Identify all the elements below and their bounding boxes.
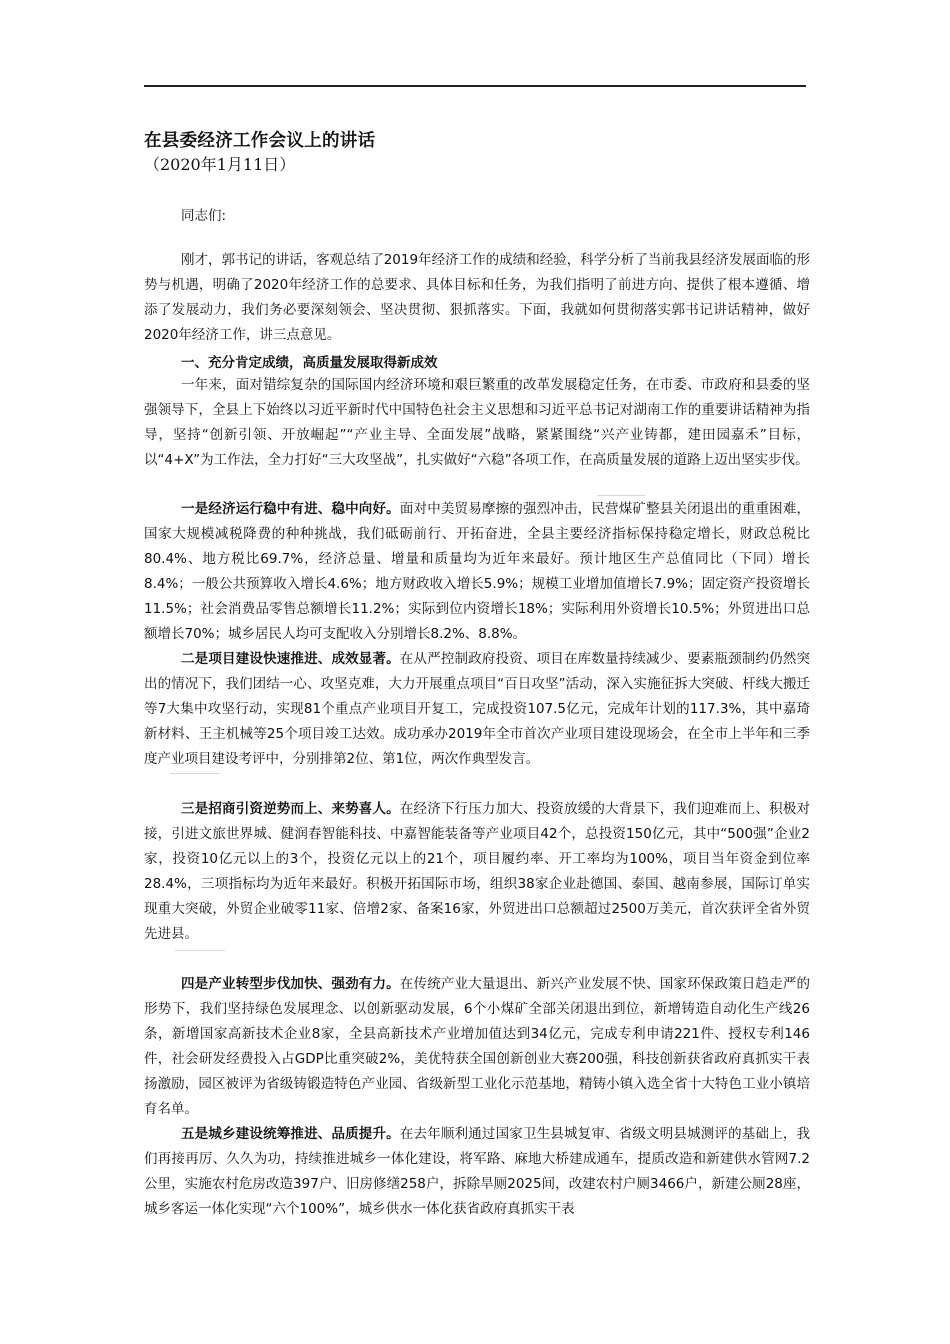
- point-paragraph: [144, 497, 810, 647]
- point-paragraph: [144, 972, 810, 1122]
- document-date: （2020年1月11日）: [144, 155, 296, 174]
- point-lead: 二是项目建设快速推进、成效显著。: [181, 651, 400, 667]
- document-title: 在县委经济工作会议上的讲话: [144, 131, 376, 151]
- point-paragraph: [144, 647, 810, 772]
- point-lead: 四是产业转型步伐加快、强劲有力。: [181, 976, 400, 992]
- scan-mark: [170, 773, 220, 774]
- point-body: 面对中美贸易摩擦的强烈冲击，民营煤矿整县关闭退出的重重困难，国家大规模减税降费的种种挑战，我们砥砺前行、开拓奋进，全县主要经济指标保持稳定增长，财政总税比80.4%、地方税比69.7%，经济总量、增量和质量均为近年来最好。预计地区生产总值同比（下同）增长8.4%；一般公共预算收入增长4.6%；地方财政收入增长5.9%；规模工业增加值增长7.9%；固定资产投资增长11.5%；社会消费品零售总额增长11.2%；实际到位内资增长18%；实际利用外资增长10.5%；外贸进出口总额增长70%；城乡居民人均可支配收入分别增长8.2%、8.8%。: [144, 501, 810, 642]
- point-paragraph: [144, 797, 810, 947]
- section-body: 一年来，面对错综复杂的国际国内经济环境和艰巨繁重的改革发展稳定任务，在市委、市政府和县委的坚强领导下，全县上下始终以习近平新时代中国特色社会主义思想和习近平总书记对湖南工作的重要讲话精神为指导，坚持“创新引领、开放崛起”“产业主导、全面发展”战略，紧紧围绕“兴产业铸都，建田园嘉禾”目标，以“4+X”为工作法，全力打好“三大攻坚战”，扎实做好“六稳”各项工作，在高质量发展的道路上迈出坚实步伐。: [144, 377, 810, 468]
- point-lead: 一是经济运行稳中有进、稳中向好。: [181, 501, 400, 517]
- scan-mark: [175, 950, 225, 951]
- point-body: 在经济下行压力加大、投资放缓的大背景下，我们迎难而上、积极对接，引进文旅世界城、健润春智能科技、中嘉智能装备等产业项目42个，总投资150亿元，其中“500强”企业2家，投资10亿元以上的3个，投资亿元以上的21个，项目履约率、开工率均为100%，项目当年资金到位率28.4%，三项指标均为近年来最好。积极开拓国际市场，组织38家企业赴德国、泰国、越南参展，国际订单实现重大突破，外贸企业破零11家、倍增2家、备案16家，外贸进出口总额超过2500万美元，首次获评全省外贸先进县。: [144, 801, 810, 942]
- top-rule: [144, 85, 806, 87]
- intro-paragraph: 刚才，郭书记的讲话，客观总结了2019年经济工作的成绩和经验，科学分析了当前我县经济发展面临的形势与机遇，明确了2020年经济工作的总要求、具体目标和任务，为我们指明了前进方向、提供了根本遵循、增添了发展动力，我们务必要深刻领会、坚决贯彻、狠抓落实。下面，我就如何贯彻落实郭书记讲话精神，做好2020年经济工作，讲三点意见。: [144, 252, 810, 343]
- point-lead: 三是招商引资逆势而上、来势喜人。: [181, 801, 400, 817]
- section-heading: 一、充分肯定成绩，高质量发展取得新成效: [181, 355, 438, 371]
- point-paragraph: [144, 1122, 810, 1222]
- point-body: 在传统产业大量退出、新兴产业发展不快、国家环保政策日趋走严的形势下，我们坚持绿色发展理念、以创新驱动发展，6个小煤矿全部关闭退出到位，新增铸造自动化生产线26条，新增国家高新技术企业8家，全县高新技术产业增加值达到34亿元，完成专利申请221件、授权专利146件，社会研发经费投入占GDP比重突破2%，美优特获全国创新创业大赛200强，科技创新获省政府真抓实干表扬激励，园区被评为省级铸锻造特色产业园、省级新型工业化示范基地，精铸小镇入选全省十大特色工业小镇培育名单。: [144, 976, 810, 1117]
- salutation: 同志们:: [181, 208, 227, 224]
- scan-mark: [597, 495, 645, 496]
- point-lead: 五是城乡建设统筹推进、品质提升。: [181, 1126, 400, 1142]
- point-body: 在从严控制政府投资、项目在库数量持续减少、要素瓶颈制约仍然突出的情况下，我们团结一心、攻坚克难，大力开展重点项目“百日攻坚”活动，深入实施征拆大突破、杆线大搬迁等7大集中攻坚行动，实现81个重点产业项目开复工，完成投资107.5亿元，完成年计划的117.3%，其中嘉琦新材料、王主机械等25个项目竣工达效。成功承办2019年全市首次产业项目建设现场会，在全市上半年和三季度产业项目建设考评中，分别排第2位、第1位，两次作典型发言。: [144, 651, 810, 767]
- point-body: 在去年顺利通过国家卫生县城复审、省级文明县城测评的基础上，我们再接再厉、久久为功，持续推进城乡一体化建设，将军路、麻地大桥建成通车，提质改造和新建供水管网7.2公里，实施农村危房改造397户、旧房修缮258户，拆除旱厕2025间，改建农村户厕3466户，新建公厕28座，城乡客运一体化实现“六个100%”，城乡供水一体化获省政府真抓实干表: [144, 1126, 810, 1217]
